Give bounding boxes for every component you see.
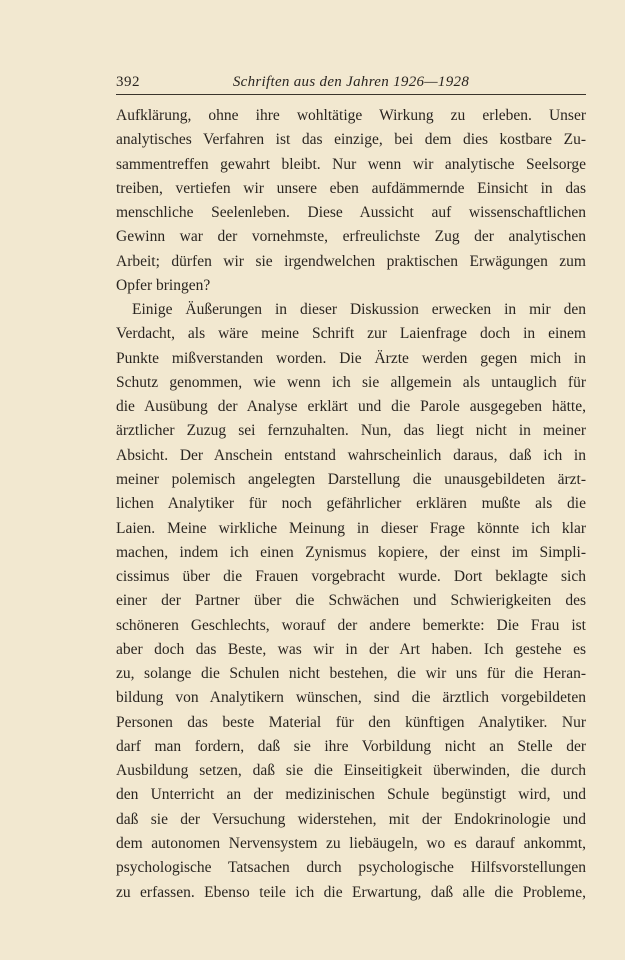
text-line: Arbeit; dürfen wir sie irgendwelchen praktischen Erwägungen zum — [116, 252, 586, 270]
text-line: zu erfassen. Ebenso teile ich die Erwartung, daß alle die Probleme, — [116, 883, 586, 901]
text-line: Opfer bringen? — [116, 276, 211, 294]
text-line: einer der Partner über die Schwächen und Schwierigkeiten des — [116, 592, 586, 610]
text-line: Personen das beste Material für den künftigen Analytiker. Nur — [116, 713, 586, 731]
text-line: zu, solange die Schulen nicht bestehen, die wir uns für die Heran- — [116, 665, 586, 683]
text-line: bildung von Analytikern wünschen, sind die ärztlich vorgebildeten — [116, 689, 586, 707]
text-line: den Unterricht an der medizinischen Schule begünstigt wird, und — [116, 786, 586, 804]
text-line: Gewinn war der vornehmste, erfreulichste Zug der analytischen — [116, 228, 586, 246]
text-line: darf man fordern, daß sie ihre Vorbildung nicht an Stelle der — [116, 737, 586, 755]
text-line: menschliche Seelenleben. Diese Aussicht auf wissenschaftlichen — [116, 204, 586, 222]
text-line: Punkte mißverstanden worden. Die Ärzte werden gegen mich in — [116, 349, 586, 367]
text-line: Schutz genommen, wie wenn ich sie allgemein als untauglich für — [116, 373, 586, 391]
text-line: aber doch das Beste, was wir in der Art haben. Ich gestehe es — [116, 640, 586, 658]
text-line: sammentreffen gewahrt bleibt. Nur wenn wir analytische Seelsorge — [116, 155, 586, 173]
text-line: lichen Analytiker für noch gefährlicher erklären mußte als die — [116, 495, 586, 513]
text-line: schöneren Geschlechts, worauf der andere bemerkte: Die Frau ist — [116, 616, 586, 634]
text-line: Aufklärung, ohne ihre wohltätige Wirkung zu erleben. Unser — [116, 107, 586, 124]
text-line: Verdacht, als wäre meine Schrift zur Laienfrage doch in einem — [116, 325, 586, 343]
text-line: ärztlicher Zuzug sei fernzuhalten. Nun, das liegt nicht in meiner — [116, 422, 586, 440]
text-line: analytisches Verfahren ist das einzige, bei dem dies kostbare Zu- — [116, 131, 586, 149]
text-line: daß sie der Versuchung widerstehen, mit der Endokrinologie und — [116, 810, 586, 828]
text-line: treiben, vertiefen wir unsere eben aufdämmernde Einsicht in das — [116, 179, 586, 197]
text-line: cissimus über die Frauen vorgebracht wurde. Dort beklagte sich — [116, 568, 586, 586]
body-text — [116, 104, 586, 905]
running-title: Schriften aus den Jahren 1926—1928 — [232, 74, 470, 90]
text-line: Ausbildung setzen, daß sie die Einseitigkeit überwinden, die durch — [116, 762, 586, 780]
page-number: 392 — [116, 74, 140, 90]
running-header — [116, 72, 586, 95]
text-line: psychologische Tatsachen durch psychologische Hilfsvorstellungen — [116, 859, 586, 877]
text-line: meiner polemisch angelegten Darstellung die unausgebildeten ärzt- — [116, 470, 586, 488]
text-line: Absicht. Der Anschein entstand wahrscheinlich daraus, daß ich in — [116, 446, 586, 464]
text-line: Laien. Meine wirkliche Meinung in dieser Frage könnte ich klar — [116, 519, 586, 537]
text-line: die Ausübung der Analyse erklärt und die Parole ausgegeben hätte, — [116, 398, 586, 416]
text-line: Einige Äußerungen in dieser Diskussion erwecken in mir den — [132, 301, 586, 319]
text-line: dem autonomen Nervensystem zu liebäugeln, wo es darauf ankommt, — [116, 834, 586, 852]
text-line: machen, indem ich einen Zynismus kopiere, der einst im Simpli- — [116, 543, 586, 561]
